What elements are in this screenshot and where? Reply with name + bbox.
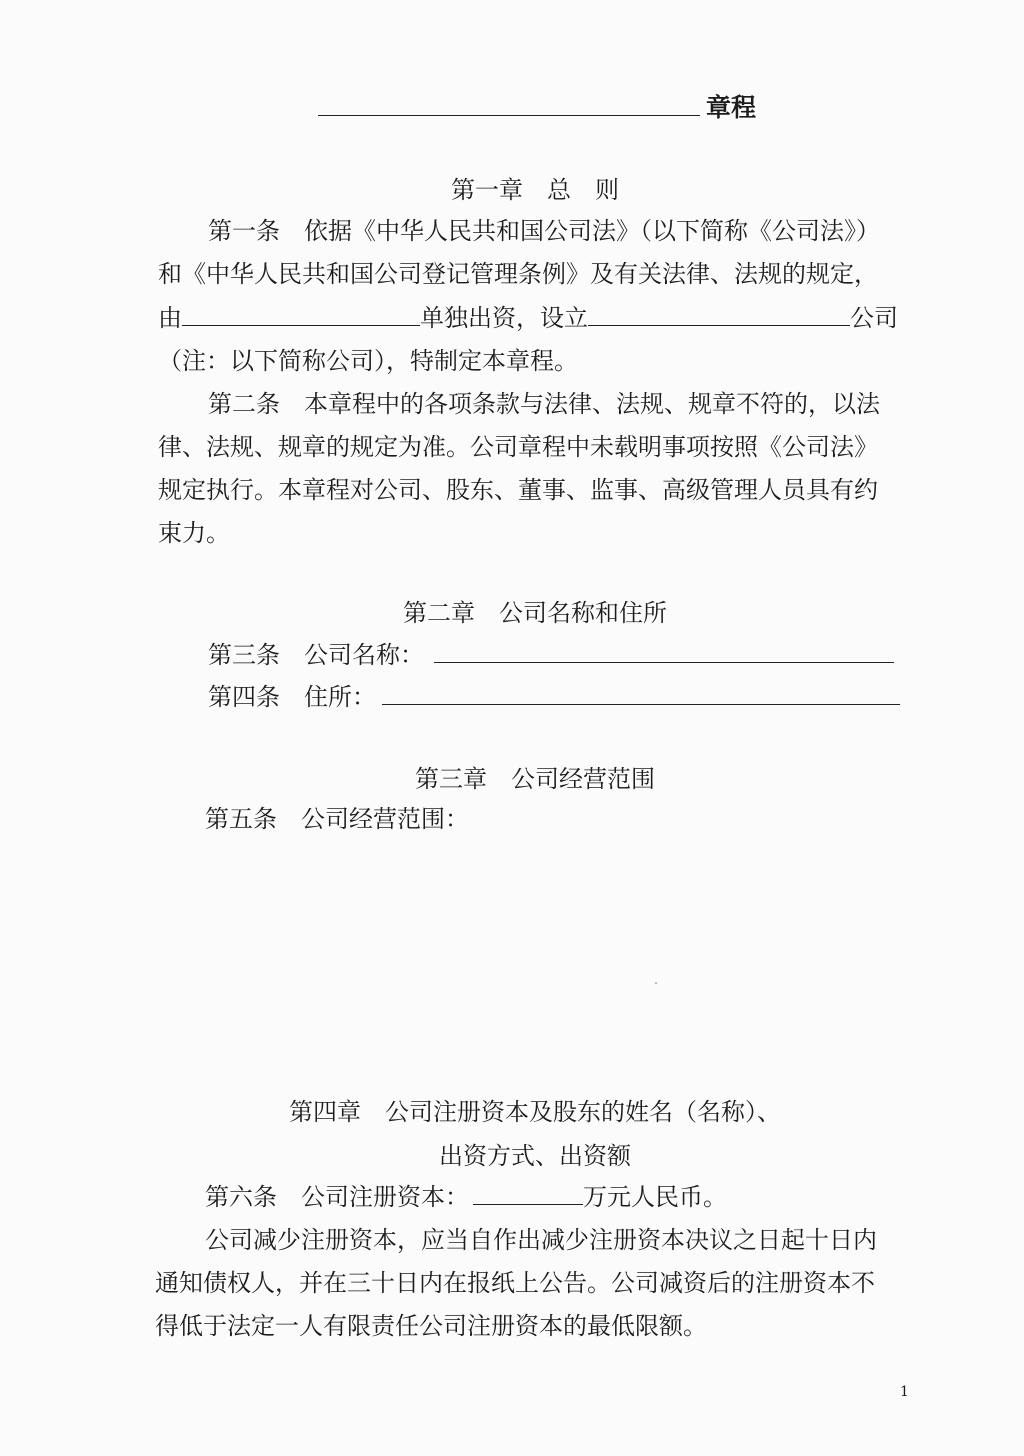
article-1-line-2: 和《中华人民共和国公司登记管理条例》及有关法律、法规的规定， — [158, 260, 878, 288]
article-6-unit: 万元人民币。 — [583, 1183, 727, 1211]
page-number: 1 — [900, 1384, 909, 1400]
chapter-1-title: 第一章 总 则 — [451, 176, 619, 204]
scan-speck — [655, 982, 657, 984]
registered-capital-blank — [473, 1182, 583, 1205]
address-field-blank — [382, 682, 900, 705]
article-1-line-3-b: 单独出资，设立 — [420, 304, 588, 332]
chapter-2-title: 第二章 公司名称和住所 — [403, 599, 667, 627]
paragraph-line-2: 通知债权人，并在三十日内在报纸上公告。公司减资后的注册资本不 — [155, 1269, 875, 1297]
article-4-label: 第四条 住所： — [208, 683, 376, 711]
article-4 — [208, 680, 900, 714]
article-2-line-1: 第二条 本章程中的各项条款与法律、法规、规章不符的，以法 — [208, 390, 880, 418]
article-1-line-3-c: 公司 — [850, 304, 898, 332]
article-2-line-3: 规定执行。本章程对公司、股东、董事、监事、高级管理人员具有约 — [158, 476, 878, 504]
article-3-label: 第三条 公司名称： — [208, 641, 424, 669]
article-2-line-4: 束力。 — [158, 519, 230, 547]
article-3 — [208, 638, 894, 672]
chapter-4-title-line-2: 出资方式、出资额 — [439, 1142, 631, 1170]
paragraph-line-1: 公司减少注册资本，应当自作出减少注册资本决议之日起十日内 — [205, 1226, 877, 1254]
company-blank — [588, 303, 850, 326]
article-6 — [205, 1180, 727, 1214]
article-1-line-3 — [158, 301, 898, 335]
paragraph-line-3: 得低于法定一人有限责任公司注册资本的最低限额。 — [155, 1312, 707, 1340]
chapter-3-title: 第三章 公司经营范围 — [415, 765, 655, 793]
title-suffix: 章程 — [706, 93, 757, 122]
chapter-4-title-line-1: 第四章 公司注册资本及股东的姓名（名称）、 — [289, 1098, 781, 1126]
company-name-field-blank — [434, 640, 894, 663]
investor-blank — [182, 303, 420, 326]
article-1-line-4: （注：以下简称公司），特制定本章程。 — [158, 347, 578, 375]
document-title — [318, 88, 756, 124]
article-6-label: 第六条 公司注册资本： — [205, 1183, 469, 1211]
company-name-blank — [318, 93, 700, 116]
article-1-line-1: 第一条 依据《中华人民共和国公司法》（以下简称《公司法》） — [208, 217, 880, 245]
article-2-line-2: 律、法规、规章的规定为准。公司章程中未载明事项按照《公司法》 — [158, 433, 878, 461]
article-1-line-3-a: 由 — [158, 304, 182, 332]
article-5: 第五条 公司经营范围： — [205, 805, 469, 833]
